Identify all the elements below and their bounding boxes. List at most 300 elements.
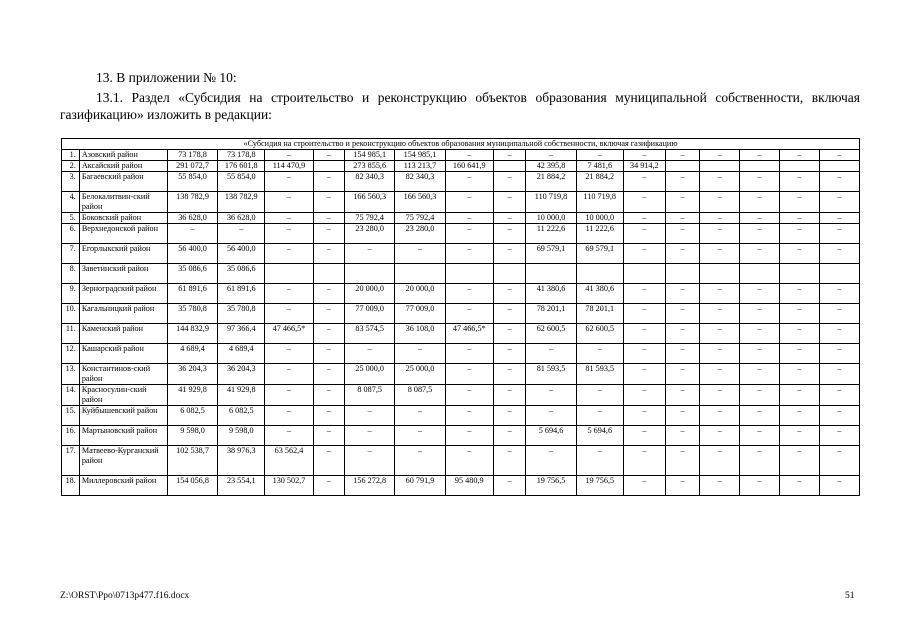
table-cell: – <box>665 476 700 496</box>
table-cell: 56 400,0 <box>218 244 265 264</box>
table-cell: – <box>623 213 665 224</box>
table-cell: – <box>700 364 740 385</box>
table-cell: 82 340,3 <box>395 172 445 192</box>
table-cell: – <box>740 150 780 161</box>
table-cell: – <box>395 426 445 446</box>
row-number: 2. <box>62 161 80 172</box>
row-number: 6. <box>62 224 80 244</box>
table-cell: 82 340,3 <box>345 172 395 192</box>
row-number: 7. <box>62 244 80 264</box>
table-cell: – <box>445 150 493 161</box>
table-cell: 114 470,9 <box>265 161 313 172</box>
table-cell: – <box>700 213 740 224</box>
table-cell <box>493 264 526 284</box>
table-cell: 160 641,9 <box>445 161 493 172</box>
table-cell: – <box>780 344 820 364</box>
table-cell: 154 985,1 <box>345 150 395 161</box>
table-cell: – <box>780 446 820 476</box>
table-cell: – <box>623 324 665 344</box>
table-cell <box>700 264 740 284</box>
row-number: 12. <box>62 344 80 364</box>
table-row <box>62 224 860 244</box>
table-cell: 25 000,0 <box>345 364 395 385</box>
table-cell: – <box>700 426 740 446</box>
table-cell: – <box>623 364 665 385</box>
table-cell: 7 481,6 <box>576 161 623 172</box>
table-cell: 138 782,9 <box>218 192 265 213</box>
table-cell: – <box>780 172 820 192</box>
table-cell: 20 000,0 <box>395 284 445 304</box>
table-cell: – <box>493 304 526 324</box>
table-cell: – <box>780 324 820 344</box>
table-cell: – <box>665 224 700 244</box>
table-cell: – <box>623 150 665 161</box>
table-cell: – <box>665 446 700 476</box>
district-name: Куйбышевский район <box>79 406 167 426</box>
table-cell: – <box>740 284 780 304</box>
table-cell: – <box>700 446 740 476</box>
table-cell: 154 056,8 <box>167 476 217 496</box>
table-cell: – <box>218 224 265 244</box>
district-name: Миллеровский район <box>79 476 167 496</box>
table-cell: 144 832,9 <box>167 324 217 344</box>
table-cell: – <box>345 244 395 264</box>
table-cell <box>665 161 700 172</box>
table-cell: 78 201,1 <box>526 304 576 324</box>
table-row <box>62 446 860 476</box>
table-cell: – <box>313 406 344 426</box>
district-name: Белокалитвин-ский район <box>79 192 167 213</box>
table-cell: – <box>445 344 493 364</box>
table-cell: 41 380,6 <box>526 284 576 304</box>
table-cell: – <box>345 426 395 446</box>
table-cell: – <box>445 304 493 324</box>
table-cell: 23 280,0 <box>345 224 395 244</box>
table-cell: – <box>493 284 526 304</box>
table-cell: – <box>313 192 344 213</box>
table-cell: – <box>493 150 526 161</box>
table-cell: 95 480,9 <box>445 476 493 496</box>
table-cell: – <box>576 385 623 406</box>
table-cell: 25 000,0 <box>395 364 445 385</box>
table-cell: – <box>623 385 665 406</box>
table-cell: – <box>740 364 780 385</box>
table-cell <box>819 161 859 172</box>
table-cell <box>493 161 526 172</box>
table-cell: 9 598,0 <box>218 426 265 446</box>
table-row <box>62 406 860 426</box>
table-cell: 113 213,7 <box>395 161 445 172</box>
table-cell: 75 792,4 <box>395 213 445 224</box>
table-cell: 55 854,0 <box>167 172 217 192</box>
table-cell: 35 780,8 <box>167 304 217 324</box>
table-cell: – <box>493 244 526 264</box>
table-cell: 154 985,1 <box>395 150 445 161</box>
table-cell: – <box>780 150 820 161</box>
table-cell <box>740 264 780 284</box>
table-cell: 6 082,5 <box>218 406 265 426</box>
table-cell: – <box>576 150 623 161</box>
table-cell: – <box>665 364 700 385</box>
table-cell: – <box>265 224 313 244</box>
table-cell: – <box>819 304 859 324</box>
table-cell: – <box>265 284 313 304</box>
table-cell: – <box>265 385 313 406</box>
table-cell: – <box>623 446 665 476</box>
table-cell: 81 593,5 <box>526 364 576 385</box>
table-cell: 273 855,6 <box>345 161 395 172</box>
row-number: 5. <box>62 213 80 224</box>
table-cell: – <box>265 364 313 385</box>
row-number: 1. <box>62 150 80 161</box>
table-cell: – <box>445 426 493 446</box>
table-cell: 6 082,5 <box>167 406 217 426</box>
table-cell <box>780 264 820 284</box>
table-cell: – <box>700 224 740 244</box>
table-cell: – <box>623 344 665 364</box>
table-cell: – <box>819 406 859 426</box>
row-number: 14. <box>62 385 80 406</box>
table-cell: 38 976,3 <box>218 446 265 476</box>
footer-file-path: Z:\ORST\Ppo\0713p477.f16.docx <box>60 591 190 601</box>
table-cell: 138 782,9 <box>167 192 217 213</box>
table-cell: 35 780,8 <box>218 304 265 324</box>
table-cell: – <box>493 476 526 496</box>
table-cell: – <box>313 344 344 364</box>
district-name: Заветинский район <box>79 264 167 284</box>
table-cell: 176 601,8 <box>218 161 265 172</box>
table-cell: – <box>265 172 313 192</box>
table-cell: – <box>740 324 780 344</box>
subsidy-table <box>61 138 860 496</box>
table-cell: – <box>445 284 493 304</box>
table-cell: – <box>740 476 780 496</box>
table-cell: – <box>819 172 859 192</box>
table-cell: 83 574,5 <box>345 324 395 344</box>
table-cell: 8 087,5 <box>345 385 395 406</box>
table-cell: – <box>665 304 700 324</box>
district-name: Кагальницкий район <box>79 304 167 324</box>
table-cell: – <box>780 385 820 406</box>
table-cell: 291 072,7 <box>167 161 217 172</box>
table-cell <box>623 264 665 284</box>
table-cell: 130 502,7 <box>265 476 313 496</box>
table-cell: – <box>780 476 820 496</box>
table-cell: – <box>700 150 740 161</box>
table-cell: – <box>526 150 576 161</box>
table-cell <box>313 264 344 284</box>
table-cell: – <box>445 364 493 385</box>
table-cell <box>445 264 493 284</box>
table-cell: – <box>167 224 217 244</box>
table-cell: – <box>700 385 740 406</box>
district-name: Зерноградский район <box>79 284 167 304</box>
table-cell: 166 560,3 <box>345 192 395 213</box>
district-name: Азовский район <box>79 150 167 161</box>
table-cell: – <box>445 172 493 192</box>
table-cell: – <box>265 426 313 446</box>
table-cell: 73 178,8 <box>218 150 265 161</box>
table-cell: 5 694,6 <box>526 426 576 446</box>
table-cell: – <box>445 213 493 224</box>
table-cell: 77 009,0 <box>395 304 445 324</box>
table-cell: – <box>313 324 344 344</box>
table-cell: – <box>345 446 395 476</box>
table-cell: – <box>700 192 740 213</box>
table-cell: – <box>740 304 780 324</box>
table-cell: 41 929,8 <box>167 385 217 406</box>
row-number: 3. <box>62 172 80 192</box>
table-cell: – <box>493 213 526 224</box>
district-name: Каменский район <box>79 324 167 344</box>
table-cell: – <box>819 476 859 496</box>
table-cell: 60 791,9 <box>395 476 445 496</box>
table-cell <box>700 161 740 172</box>
table-cell: – <box>819 244 859 264</box>
district-name: Красносулин-ский район <box>79 385 167 406</box>
table-cell: – <box>493 172 526 192</box>
table-cell: – <box>493 324 526 344</box>
table-cell: 35 086,6 <box>218 264 265 284</box>
table-cell <box>526 264 576 284</box>
table-row <box>62 364 860 385</box>
table-row <box>62 172 860 192</box>
table-cell: – <box>493 344 526 364</box>
district-name: Мартыновский район <box>79 426 167 446</box>
table-cell: 23 554,1 <box>218 476 265 496</box>
table-cell: 8 087,5 <box>395 385 445 406</box>
table-cell: – <box>665 150 700 161</box>
table-cell: – <box>780 426 820 446</box>
table-cell: – <box>526 385 576 406</box>
table-row <box>62 426 860 446</box>
table-cell: – <box>313 244 344 264</box>
table-cell: – <box>493 385 526 406</box>
table-cell: 36 204,3 <box>218 364 265 385</box>
table-cell: 56 400,0 <box>167 244 217 264</box>
table-cell: – <box>345 406 395 426</box>
table-row <box>62 213 860 224</box>
table-cell: – <box>740 224 780 244</box>
table-cell: 63 562,4 <box>265 446 313 476</box>
table-cell: – <box>313 476 344 496</box>
table-cell: – <box>445 192 493 213</box>
table-cell: – <box>819 426 859 446</box>
table-cell: – <box>780 213 820 224</box>
table-cell: – <box>700 406 740 426</box>
table-cell: – <box>623 224 665 244</box>
table-cell: – <box>623 284 665 304</box>
table-cell <box>819 264 859 284</box>
table-cell: – <box>665 344 700 364</box>
row-number: 15. <box>62 406 80 426</box>
table-cell: – <box>576 446 623 476</box>
table-cell <box>313 161 344 172</box>
table-cell: – <box>623 406 665 426</box>
table-cell: – <box>819 150 859 161</box>
table-cell: 110 719,8 <box>526 192 576 213</box>
table-cell: 10 000,0 <box>576 213 623 224</box>
table-cell: – <box>700 172 740 192</box>
table-title-row <box>62 139 860 150</box>
table-title: «Субсидия на строительство и реконструкцию объектов образования муниципальной собственности, включая газификацию <box>62 139 860 150</box>
table-cell: – <box>265 150 313 161</box>
table-row <box>62 192 860 213</box>
table-cell: – <box>493 364 526 385</box>
table-cell: – <box>526 446 576 476</box>
table-cell: – <box>780 244 820 264</box>
table-cell <box>395 264 445 284</box>
table-cell: 102 538,7 <box>167 446 217 476</box>
table-cell: – <box>445 244 493 264</box>
table-cell: – <box>526 344 576 364</box>
table-cell: – <box>740 385 780 406</box>
table-cell: – <box>740 172 780 192</box>
table-cell: – <box>740 213 780 224</box>
table-cell: – <box>445 446 493 476</box>
table-cell: – <box>313 284 344 304</box>
table-cell: – <box>665 213 700 224</box>
row-number: 8. <box>62 264 80 284</box>
section-heading: 13. В приложении № 10: <box>96 70 237 85</box>
table-cell: – <box>526 406 576 426</box>
table-cell: – <box>623 172 665 192</box>
table-cell: – <box>623 426 665 446</box>
table-cell: – <box>665 385 700 406</box>
table-cell: – <box>780 284 820 304</box>
table-cell: – <box>623 476 665 496</box>
table-cell: – <box>313 172 344 192</box>
table-cell: 20 000,0 <box>345 284 395 304</box>
table-cell: – <box>740 406 780 426</box>
table-cell: – <box>700 324 740 344</box>
table-cell: – <box>819 213 859 224</box>
table-cell: – <box>493 192 526 213</box>
table-cell: 5 694,6 <box>576 426 623 446</box>
table-cell: – <box>576 406 623 426</box>
table-cell: – <box>395 344 445 364</box>
table-cell: – <box>313 426 344 446</box>
district-name: Верхнедонской район <box>79 224 167 244</box>
table-cell: – <box>819 324 859 344</box>
table-cell: 9 598,0 <box>167 426 217 446</box>
table-cell: 62 600,5 <box>576 324 623 344</box>
table-cell: 75 792,4 <box>345 213 395 224</box>
table-cell: – <box>395 244 445 264</box>
table-cell: – <box>740 244 780 264</box>
table-cell: – <box>313 224 344 244</box>
table-cell: – <box>700 344 740 364</box>
table-cell: – <box>700 304 740 324</box>
table-cell: 36 108,0 <box>395 324 445 344</box>
table-cell: – <box>665 172 700 192</box>
table-cell: – <box>819 446 859 476</box>
table-cell: 36 628,0 <box>167 213 217 224</box>
table-cell: – <box>665 324 700 344</box>
row-number: 11. <box>62 324 80 344</box>
table-cell <box>740 161 780 172</box>
table-cell <box>665 264 700 284</box>
table-cell: – <box>265 304 313 324</box>
paragraph-text: 13.1. Раздел «Субсидия на строительство и реконструкцию объектов образования муниципальной собственности, включая газификацию» изложить в редакции: <box>60 90 860 122</box>
table-cell: – <box>780 224 820 244</box>
table-row <box>62 476 860 496</box>
table-cell: 62 600,5 <box>526 324 576 344</box>
table-cell: 110 719,8 <box>576 192 623 213</box>
table-cell: – <box>740 446 780 476</box>
table-cell: – <box>493 426 526 446</box>
table-cell <box>780 161 820 172</box>
table-cell: 21 884,2 <box>576 172 623 192</box>
table-cell: – <box>445 224 493 244</box>
table-row <box>62 161 860 172</box>
table-cell: – <box>395 406 445 426</box>
table-cell: – <box>576 344 623 364</box>
table-cell: 77 009,0 <box>345 304 395 324</box>
table-cell: 73 178,8 <box>167 150 217 161</box>
row-number: 18. <box>62 476 80 496</box>
row-number: 16. <box>62 426 80 446</box>
table-cell: 61 891,6 <box>218 284 265 304</box>
table-cell: – <box>819 385 859 406</box>
table-cell: 47 466,5* <box>445 324 493 344</box>
table-cell: – <box>623 304 665 324</box>
table-cell: 19 756,5 <box>526 476 576 496</box>
table-cell: – <box>780 406 820 426</box>
row-number: 4. <box>62 192 80 213</box>
table-cell: 35 086,6 <box>167 264 217 284</box>
table-cell: – <box>665 192 700 213</box>
table-cell: 69 579,1 <box>526 244 576 264</box>
row-number: 9. <box>62 284 80 304</box>
table-cell: – <box>665 426 700 446</box>
table-cell: 42 395,8 <box>526 161 576 172</box>
table-cell: – <box>700 244 740 264</box>
table-cell: – <box>265 213 313 224</box>
table-cell: – <box>493 446 526 476</box>
table-row <box>62 385 860 406</box>
district-name: Боковский район <box>79 213 167 224</box>
district-name: Егорлыкский район <box>79 244 167 264</box>
table-cell: – <box>265 192 313 213</box>
table-row <box>62 150 860 161</box>
table-cell: – <box>780 192 820 213</box>
table-cell: – <box>819 192 859 213</box>
table-cell: – <box>345 344 395 364</box>
table-cell: 47 466,5* <box>265 324 313 344</box>
table-cell: – <box>665 406 700 426</box>
table-cell: 36 204,3 <box>167 364 217 385</box>
table-cell: – <box>819 284 859 304</box>
table-cell: – <box>740 344 780 364</box>
table-cell: 166 560,3 <box>395 192 445 213</box>
table-row <box>62 344 860 364</box>
table-cell: – <box>445 385 493 406</box>
table-cell: – <box>780 364 820 385</box>
table-cell: 41 380,6 <box>576 284 623 304</box>
district-name: Кашарский район <box>79 344 167 364</box>
table-row <box>62 264 860 284</box>
table-cell: – <box>265 406 313 426</box>
table-cell: – <box>740 192 780 213</box>
table-cell: – <box>265 244 313 264</box>
table-cell: 81 593,5 <box>576 364 623 385</box>
table-cell: 34 914,2 <box>623 161 665 172</box>
table-cell: – <box>819 364 859 385</box>
table-cell: – <box>665 244 700 264</box>
table-cell: – <box>665 284 700 304</box>
table-cell: – <box>819 224 859 244</box>
